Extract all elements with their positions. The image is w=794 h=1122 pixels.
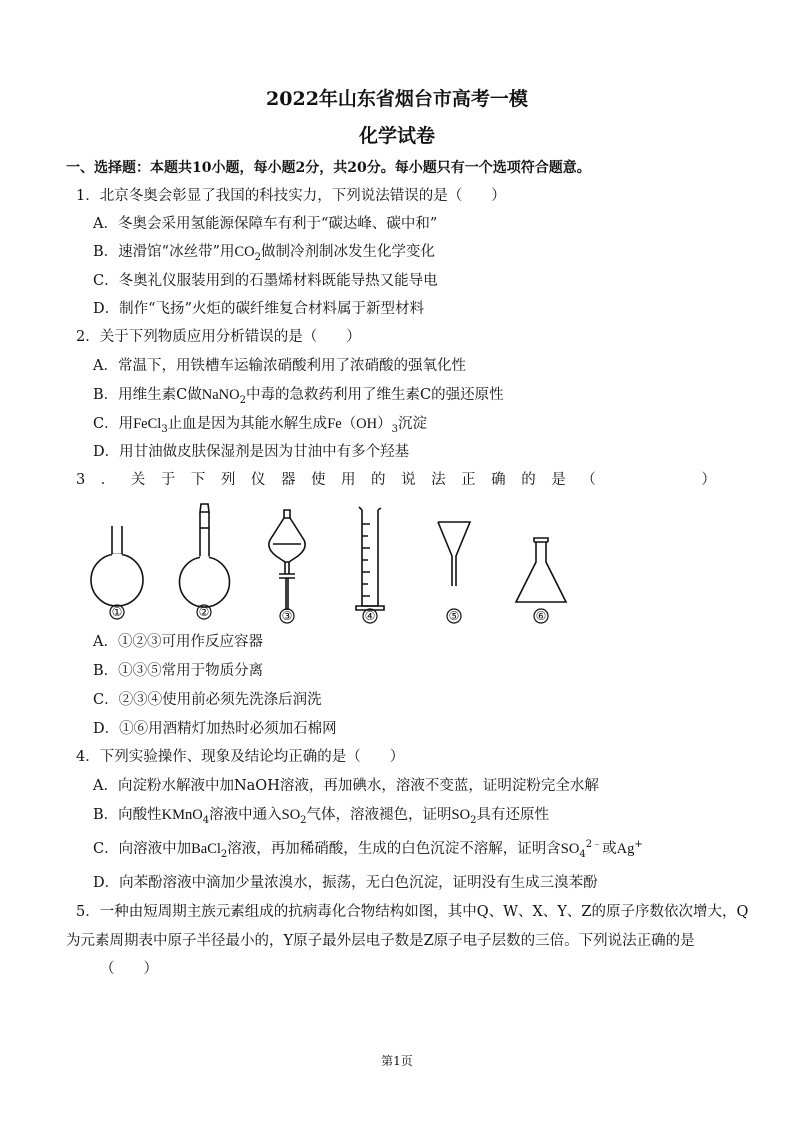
q1-option-b: B．速滑馆“冰丝带”用$CO_2$做制冷剂制冰发生化学变化 xyxy=(93,244,436,263)
q1-option-a: A．冬奥会采用氢能源保障车有利于“碳达峰、碳中和” xyxy=(93,216,438,232)
question-5-line-2: 为元素周期表中原子半径最小的，Y原子最外层电子数是Z原子电子层数的三倍。下列说法正确的是 xyxy=(66,933,695,949)
volumetric-flask-icon xyxy=(180,504,230,607)
q3-option-c: C．②③④使用前必须先洗涤后润洗 xyxy=(93,692,322,708)
exam-subtitle: 化学试卷 xyxy=(358,125,435,147)
q2-option-b: B．用维生素C做NaNO$_2$中毒的急救药利用了维生素C的强还原性 xyxy=(93,387,504,406)
question-5-line-3: （ ） xyxy=(100,961,158,977)
q4-option-c: C．向溶液中加BaCl$_2$溶液，再加稀硝酸，生成的白色沉淀不溶解，证明含$SO_4^{2﹣}$或Ag+ xyxy=(93,839,643,860)
q2-option-d: D．用甘油做皮肤保湿剂是因为甘油中有多个羟基 xyxy=(93,444,410,460)
q1-option-c: C．冬奥礼仪服装用到的石墨烯材料既能导热又能导电 xyxy=(93,273,438,289)
q1-option-d: D．制作“飞扬”火炬的碳纤维复合材料属于新型材料 xyxy=(93,301,424,317)
label-1: ① xyxy=(111,605,123,619)
question-3-stem: 3 ． 关 于 下 列 仪 器 使 用 的 说 法 正 确 的 是 （ ） xyxy=(76,472,716,488)
q4-option-d: D．向苯酚溶液中滴加少量浓溴水，振荡，无白色沉淀，证明没有生成三溴苯酚 xyxy=(93,875,598,891)
q3-option-a: A．①②③可用作反应容器 xyxy=(93,634,263,650)
q4-option-a: A．向淀粉水解液中加NaOH溶液，再加碘水，溶液不变蓝，证明淀粉完全水解 xyxy=(93,778,599,794)
section-heading: 一、选择题：本题共10小题，每小题2分，共20分。每小题只有一个选项符合题意。 xyxy=(66,160,591,176)
question-2-stem: 2．关于下列物质应用分析错误的是（ ） xyxy=(76,329,361,345)
graduated-cylinder-icon xyxy=(356,507,384,610)
round-bottom-flask-icon xyxy=(91,526,143,606)
label-5: ⑤ xyxy=(448,609,460,623)
erlenmeyer-flask-icon xyxy=(516,538,566,602)
q2-option-c: C．用FeCl$_3$止血是因为其能水解生成$Fe(OH)_3$沉淀 xyxy=(93,416,428,435)
page-number: 第1页 xyxy=(381,1054,413,1068)
q3-option-b: B．①③⑤常用于物质分离 xyxy=(93,663,264,679)
question-1-stem: 1．北京冬奥会彰显了我国的科技实力，下列说法错误的是（ ） xyxy=(76,188,506,204)
exam-title: 2022年山东省烟台市高考一模 xyxy=(266,88,528,110)
separatory-funnel-icon xyxy=(269,510,305,610)
label-6: ⑥ xyxy=(535,609,547,623)
label-2: ② xyxy=(198,605,210,619)
question-5-line-1: 5．一种由短周期主族元素组成的抗病毒化合物结构如图，其中Q、W、X、Y、Z的原子序数依次增大，Q xyxy=(76,904,749,920)
label-4: ④ xyxy=(364,609,376,623)
lab-apparatus-figure xyxy=(80,500,600,625)
label-3: ③ xyxy=(281,609,293,623)
funnel-icon xyxy=(438,522,470,586)
q4-option-b: B．向酸性KMnO$_4$溶液中通入$SO_2$气体，溶液褪色，证明$SO_2$具有还原性 xyxy=(93,807,549,826)
q3-option-d: D．①⑥用酒精灯加热时必须加石棉网 xyxy=(93,721,337,737)
question-4-stem: 4．下列实验操作、现象及结论均正确的是（ ） xyxy=(76,749,405,765)
q2-option-a: A．常温下，用铁槽车运输浓硝酸利用了浓硝酸的强氧化性 xyxy=(93,358,466,374)
